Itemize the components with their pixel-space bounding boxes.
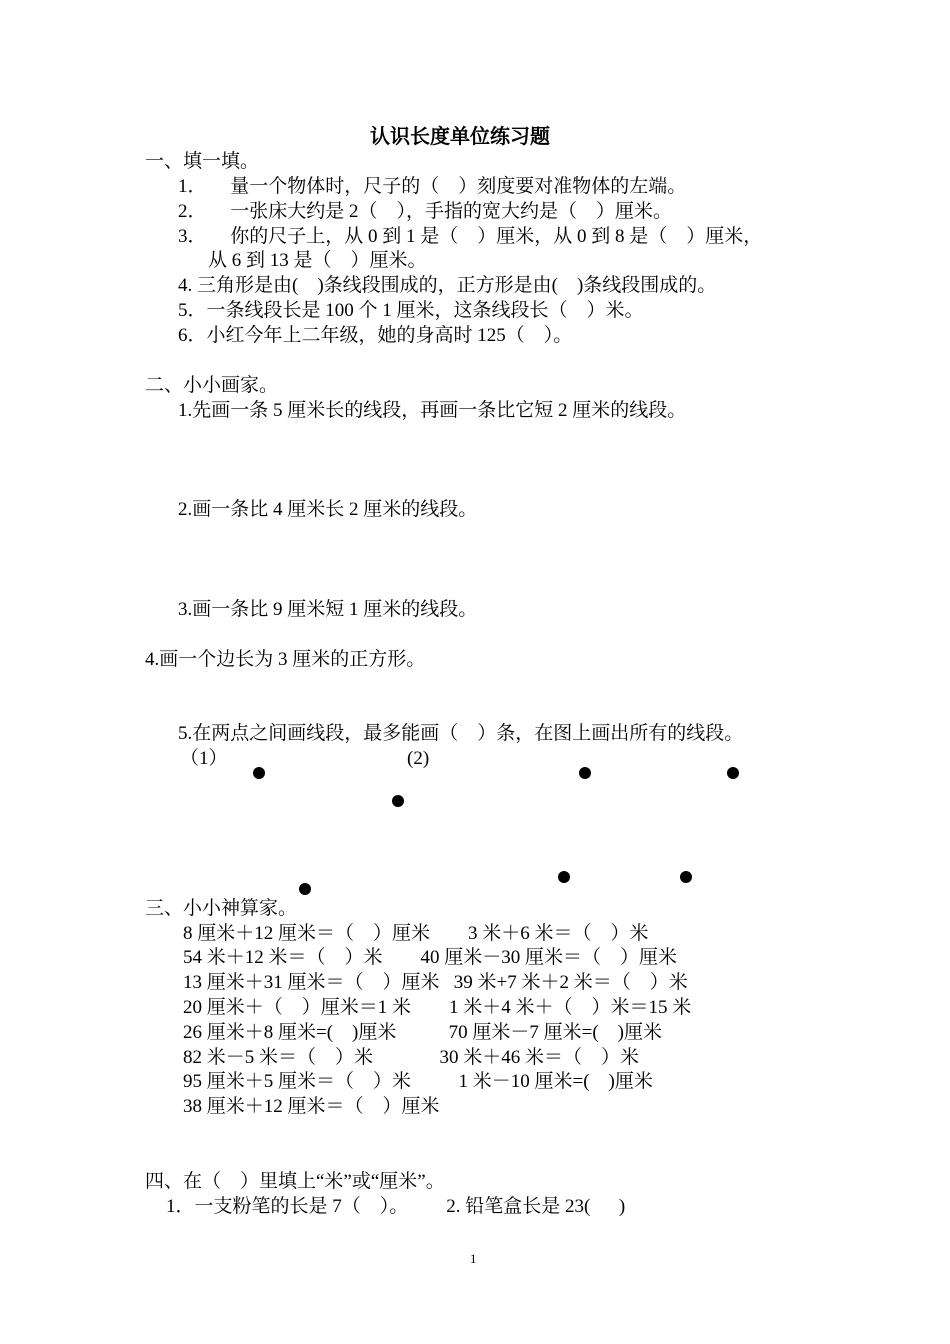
calc-row-8: 38 厘米＋12 厘米＝（ ）厘米 <box>183 1096 440 1117</box>
figure-1-point-b <box>392 795 404 807</box>
figure-label-1: （1） <box>180 748 228 769</box>
figure-2-point-d <box>680 871 692 883</box>
section-4-heading: 四、在（ ）里填上“米”或“厘米”。 <box>145 1171 445 1192</box>
calc-row-2: 54 米＋12 米＝（ ）米 40 厘米－30 厘米＝（ ）厘米 <box>183 947 678 968</box>
draw-question-3: 3.画一条比 9 厘米短 1 厘米的线段。 <box>178 599 478 620</box>
fill-item-2: 2． 一张床大约是 2（ ），手指的宽大约是（ ）厘米。 <box>178 201 673 222</box>
figure-2-point-b <box>727 767 739 779</box>
section-3-heading: 三、小小神算家。 <box>145 898 298 919</box>
calc-row-4: 20 厘米＋（ ）厘米＝1 米 1 米＋4 米＋（ ）米＝15 米 <box>183 997 692 1018</box>
unit-fill-row: 1．一支粉笔的长是 7（ ）。 2. 铅笔盒长是 23( ) <box>166 1196 626 1217</box>
draw-question-2: 2.画一条比 4 厘米长 2 厘米的线段。 <box>178 499 478 520</box>
figure-1-point-c <box>299 883 311 895</box>
calc-row-6: 82 米－5 米＝（ ）米 30 米＋46 米＝（ ）米 <box>183 1047 640 1068</box>
fill-item-5: 5．一条线段长是 100 个 1 厘米，这条线段长（ ）米。 <box>178 300 644 321</box>
fill-item-1: 1． 量一个物体时，尺子的（ ）刻度要对准物体的左端。 <box>178 176 687 197</box>
fill-item-3: 3． 你的尺子上，从 0 到 1 是（ ）厘米，从 0 到 8 是（ ）厘米， <box>178 226 763 247</box>
figure-2-point-c <box>558 871 570 883</box>
figure-2-point-a <box>579 767 591 779</box>
page-title: 认识长度单位练习题 <box>370 126 550 148</box>
figure-label-2: (2) <box>407 748 430 769</box>
fill-item-3-continued: 从 6 到 13 是（ ）厘米。 <box>208 250 427 271</box>
fill-item-4: 4. 三角形是由( )条线段围成的，正方形是由( )条线段围成的。 <box>178 275 717 296</box>
fill-item-6: 6．小红今年上二年级，她的身高时 125（ ）。 <box>178 325 573 346</box>
section-1-heading: 一、填一填。 <box>145 151 260 172</box>
draw-question-5: 5.在两点之间画线段，最多能画（ ）条，在图上画出所有的线段。 <box>178 723 744 744</box>
calc-row-3: 13 厘米＋31 厘米＝（ ）厘米 39 米+7 米＋2 米＝（ ）米 <box>183 972 688 993</box>
calc-row-7: 95 厘米＋5 厘米＝（ ）米 1 米－10 厘米=( )厘米 <box>183 1071 653 1092</box>
draw-question-1: 1.先画一条 5 厘米长的线段，再画一条比它短 2 厘米的线段。 <box>178 400 687 421</box>
draw-question-4: 4.画一个边长为 3 厘米的正方形。 <box>145 649 426 670</box>
section-2-heading: 二、小小画家。 <box>145 375 279 396</box>
calc-row-5: 26 厘米＋8 厘米=( )厘米 70 厘米－7 厘米=( )厘米 <box>183 1022 662 1043</box>
page-number: 1 <box>470 1251 477 1266</box>
figure-1-point-a <box>253 767 265 779</box>
calc-row-1: 8 厘米＋12 厘米＝（ ）厘米 3 米＋6 米＝（ ）米 <box>183 923 649 944</box>
